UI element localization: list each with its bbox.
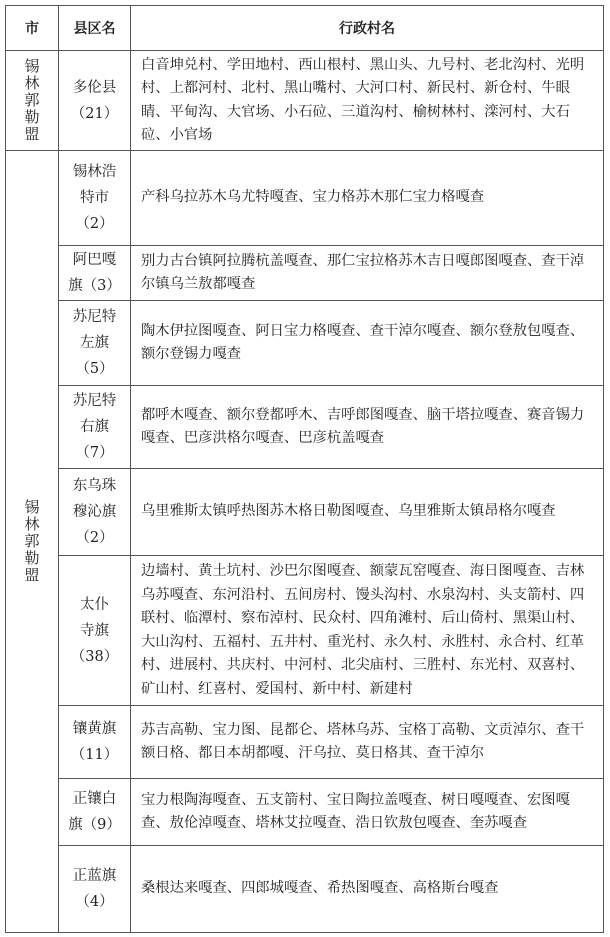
county-cell bbox=[59, 779, 131, 846]
county-cell bbox=[59, 469, 131, 556]
county-cell bbox=[59, 151, 131, 246]
villages-cell: 苏吉高勒、宝力图、昆都仑、塔林乌苏、宝格丁高勒、文贡淖尔、查干额日格、都日本胡都嘎、汗乌拉、莫日格其、查干淖尔 bbox=[131, 706, 604, 779]
table-row bbox=[6, 151, 604, 246]
table-row bbox=[6, 779, 604, 846]
villages-cell: 别力古台镇阿拉腾杭盖嘎查、那仁宝拉格苏木吉日嘎郎图嘎查、查干淖尔镇乌兰敖都嘎查 bbox=[131, 246, 604, 301]
county-cell bbox=[59, 556, 131, 706]
county-cell bbox=[59, 706, 131, 779]
villages-cell: 桑根达来嘎查、四郎城嘎查、希热图嘎查、高格斯台嘎查 bbox=[131, 846, 604, 933]
city-cell bbox=[6, 51, 59, 151]
villages-cell: 宝力根陶海嘎查、五支箭村、宝日陶拉盖嘎查、树日嘎嘎查、宏图嘎查、敖伦淖嘎查、塔林艾拉嘎查、浩日钦敖包嘎查、奎苏嘎查 bbox=[131, 779, 604, 846]
county-name-line: （5） bbox=[75, 361, 114, 377]
table-row bbox=[6, 51, 604, 151]
villages-cell: 都呼木嘎查、额尔登都呼木、吉呼郎图嘎查、脑干塔拉嘎查、赛音锡力嘎查、巴彦洪格尔嘎查、巴彦杭盖嘎查 bbox=[131, 386, 604, 469]
county-name-line: 多伦县 bbox=[72, 79, 117, 96]
table-row bbox=[6, 246, 604, 301]
villages-cell: 乌里雅斯太镇呼热图苏木格日勒图嘎查、乌里雅斯太镇昂格尔嘎查 bbox=[131, 469, 604, 556]
table-row bbox=[6, 706, 604, 779]
county-name-line: （38） bbox=[70, 648, 119, 665]
county-name-line: 正蓝旗 bbox=[72, 868, 117, 884]
county-cell bbox=[59, 301, 131, 386]
county-name-line: 右旗 bbox=[80, 419, 109, 435]
county-name-line: 东乌珠 bbox=[72, 478, 117, 494]
header-villages: 行政村名 bbox=[131, 6, 604, 51]
county-name-line: 阿巴嘎 bbox=[72, 252, 117, 268]
city-name: 锡林郭勒盟 bbox=[24, 498, 40, 584]
table-header-row bbox=[6, 6, 604, 51]
city-cell bbox=[6, 151, 59, 933]
county-name-line: 穆沁旗 bbox=[72, 504, 117, 520]
county-name-line: 苏尼特 bbox=[72, 309, 117, 325]
county-name-line: 苏尼特 bbox=[72, 393, 117, 409]
county-name-line: （7） bbox=[75, 445, 114, 461]
table-row bbox=[6, 846, 604, 933]
county-name-line: （11） bbox=[70, 747, 119, 763]
county-cell bbox=[59, 246, 131, 301]
village-list-table bbox=[5, 5, 604, 933]
county-name-line: 正镶白 bbox=[72, 791, 117, 807]
county-name-line: （21） bbox=[70, 105, 119, 122]
table-row bbox=[6, 556, 604, 706]
county-name-line: （2） bbox=[75, 216, 114, 232]
county-name-line: （4） bbox=[75, 894, 114, 910]
table-row bbox=[6, 386, 604, 469]
city-name: 锡林郭勒盟 bbox=[24, 57, 40, 143]
county-name-line: （2） bbox=[75, 530, 114, 546]
county-name-line: 太仆 bbox=[80, 596, 109, 613]
county-name-line: 寺旗 bbox=[80, 622, 109, 639]
villages-cell: 白音坤兑村、学田地村、西山根村、黑山头、九号村、老北沟村、光明村、上都河村、北村、黑山嘴村、大河口村、新民村、新仓村、牛眼睛、平甸沟、大官场、小石砬、三道沟村、榆树林村、滦河村、大石砬、小官场 bbox=[131, 51, 604, 151]
county-name-line: 旗（3） bbox=[68, 278, 121, 294]
county-name-line: 左旗 bbox=[80, 335, 109, 351]
villages-cell: 陶木伊拉图嘎查、阿日宝力格嘎查、查干淖尔嘎查、额尔登敖包嘎查、额尔登锡力嘎查 bbox=[131, 301, 604, 386]
county-name-line: 锡林浩 bbox=[72, 164, 117, 180]
table-row bbox=[6, 469, 604, 556]
table-body bbox=[6, 51, 604, 933]
table-row bbox=[6, 301, 604, 386]
county-name-line: 旗（9） bbox=[68, 817, 121, 833]
header-city: 市 bbox=[6, 6, 59, 51]
county-cell bbox=[59, 386, 131, 469]
county-name-line: 特市 bbox=[80, 190, 109, 206]
county-name-line: 镶黄旗 bbox=[72, 721, 117, 737]
villages-cell: 边墙村、黄土坑村、沙巴尔图嘎查、额蒙瓦窑嘎查、海日图嘎查、吉林乌苏嘎查、东河沿村、五间房村、馒头沟村、水泉沟村、头支箭村、四联村、临潭村、察布淖村、民众村、四角滩村、后山倚村、黑渠山村、大山沟村、五福村、五井村、重光村、永久村、永胜村、永合村、红革村、进展村、共庆村、中河村、北尖庙村、三胜村、东光村、双喜村、矿山村、红喜村、爱国村、新中村、新建村 bbox=[131, 556, 604, 706]
county-cell bbox=[59, 846, 131, 933]
villages-cell: 产科乌拉苏木乌尤特嘎查、宝力格苏木那仁宝力格嘎查 bbox=[131, 151, 604, 246]
header-county: 县区名 bbox=[59, 6, 131, 51]
county-cell bbox=[59, 51, 131, 151]
